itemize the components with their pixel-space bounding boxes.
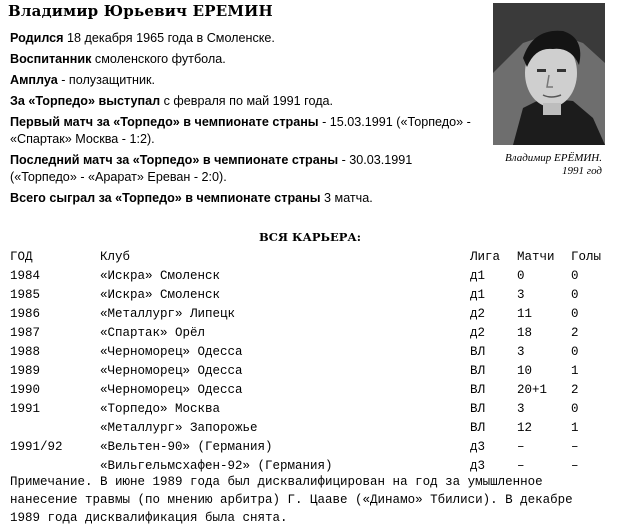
cell-club: «Металлург» Запорожье — [100, 420, 258, 435]
cell-club: «Черноморец» Одесса — [100, 382, 243, 397]
cell-year: 1991 — [10, 401, 41, 416]
cell-club: «Вельтен-90» (Германия) — [100, 439, 273, 454]
cell-league: ВЛ — [470, 363, 486, 378]
table-row — [10, 342, 611, 361]
cell-year: 1991/92 — [10, 439, 63, 454]
cell-club: «Искра» Смоленск — [100, 287, 221, 302]
cell-matches: 3 — [517, 401, 525, 416]
cell-club: «Вильгельмсхафен-92» (Германия) — [100, 458, 333, 473]
cell-goals: 0 — [571, 268, 579, 283]
cell-year: 1987 — [10, 325, 41, 340]
cell-matches: 12 — [517, 420, 533, 435]
cell-league: д1 — [470, 268, 486, 283]
table-row — [10, 380, 611, 399]
cell-matches: 10 — [517, 363, 533, 378]
cell-league: ВЛ — [470, 401, 486, 416]
cell-goals: – — [571, 458, 579, 473]
page-title: Владимир Юрьевич ЕРЕМИН — [8, 2, 273, 20]
photo-caption-line1: Владимир ЕРЁМИН. — [505, 152, 602, 164]
career-note: Примечание. В июне 1989 года был дисквалифицирован на год за умышленное нанесение травмы (по мнению арбитра) Г. Цааве («Динамо» Тбилиси). В декабре 1989 года дисквалификация была снята. — [10, 475, 573, 525]
cell-matches: 11 — [517, 306, 533, 321]
cell-goals: – — [571, 439, 579, 454]
cell-club: «Спартак» Орёл — [100, 325, 206, 340]
header-league: Лига — [470, 249, 501, 264]
header-goals: Голы — [571, 249, 602, 264]
bio-first-label: Первый матч за «Торпедо» в чемпионате страны — [10, 115, 319, 129]
cell-matches: 0 — [517, 268, 525, 283]
cell-year: 1990 — [10, 382, 41, 397]
cell-league: д3 — [470, 458, 486, 473]
bio-first-text: - 15.03.1991 («Торпедо» - «Спартак» Москва - 1:2). — [10, 115, 471, 146]
cell-league: ВЛ — [470, 420, 486, 435]
bio-played — [10, 93, 480, 110]
cell-matches: 20+1 — [517, 382, 548, 397]
cell-goals: 2 — [571, 382, 579, 397]
table-row — [10, 285, 611, 304]
cell-matches: 18 — [517, 325, 533, 340]
cell-club: «Черноморец» Одесса — [100, 344, 243, 359]
cell-year: 1986 — [10, 306, 41, 321]
bio-role — [10, 72, 480, 89]
cell-matches: – — [517, 458, 525, 473]
player-photo — [493, 3, 605, 145]
career-header-row — [10, 247, 611, 266]
bio-first-match — [10, 114, 480, 148]
cell-club: «Торпедо» Москва — [100, 401, 221, 416]
cell-year: 1988 — [10, 344, 41, 359]
table-row — [10, 437, 611, 456]
bio-played-label: За «Торпедо» выступал — [10, 94, 161, 108]
cell-matches: – — [517, 439, 525, 454]
bio-pupil-label: Воспитанник — [10, 52, 92, 66]
cell-club: «Металлург» Липецк — [100, 306, 236, 321]
cell-goals: 1 — [571, 363, 579, 378]
bio-section — [10, 30, 480, 211]
career-title: ВСЯ КАРЬЕРА: — [258, 230, 361, 244]
header-year: ГОД — [10, 249, 33, 264]
bio-played-text: с февраля по май 1991 года. — [160, 94, 334, 108]
cell-goals: 2 — [571, 325, 579, 340]
bio-last-match — [10, 152, 480, 186]
cell-league: д2 — [470, 325, 486, 340]
bio-born-label: Родился — [10, 31, 64, 45]
table-row — [10, 361, 611, 380]
photo-caption — [505, 152, 602, 178]
cell-goals: 1 — [571, 420, 579, 435]
bio-last-label: Последний матч за «Торпедо» в чемпионате страны — [10, 153, 339, 167]
bio-pupil — [10, 51, 480, 68]
table-row — [10, 323, 611, 342]
cell-league: д2 — [470, 306, 486, 321]
cell-year: 1989 — [10, 363, 41, 378]
header-matches: Матчи — [517, 249, 555, 264]
cell-league: д1 — [470, 287, 486, 302]
table-row — [10, 399, 611, 418]
cell-club: «Искра» Смоленск — [100, 268, 221, 283]
bio-total-text: 3 матча. — [320, 191, 373, 205]
cell-goals: 0 — [571, 344, 579, 359]
cell-goals: 0 — [571, 401, 579, 416]
cell-goals: 0 — [571, 287, 579, 302]
photo-caption-line2: 1991 год — [562, 165, 602, 177]
table-row — [10, 266, 611, 285]
cell-year: 1985 — [10, 287, 41, 302]
cell-league: д3 — [470, 439, 486, 454]
career-table — [10, 247, 611, 475]
cell-matches: 3 — [517, 287, 525, 302]
bio-role-label: Амплуа — [10, 73, 58, 87]
bio-total — [10, 190, 480, 207]
bio-last-text: - 30.03.1991 («Торпедо» - «Арарат» Ереван - 2:0). — [10, 153, 413, 184]
header-club: Клуб — [100, 249, 131, 264]
bio-born — [10, 30, 480, 47]
table-row — [10, 418, 611, 437]
bio-born-text: 18 декабря 1965 года в Смоленске. — [63, 31, 275, 45]
bio-role-text: - полузащитник. — [57, 73, 156, 87]
cell-year — [10, 418, 100, 437]
cell-goals: 0 — [571, 306, 579, 321]
cell-matches: 3 — [517, 344, 525, 359]
cell-club: «Черноморец» Одесса — [100, 363, 243, 378]
player-photo-image — [493, 3, 605, 145]
cell-league: ВЛ — [470, 344, 486, 359]
bio-pupil-text: смоленского футбола. — [91, 52, 226, 66]
cell-league: ВЛ — [470, 382, 486, 397]
table-row — [10, 304, 611, 323]
cell-year: 1984 — [10, 268, 41, 283]
bio-total-label: Всего сыграл за «Торпедо» в чемпионате страны — [10, 191, 321, 205]
